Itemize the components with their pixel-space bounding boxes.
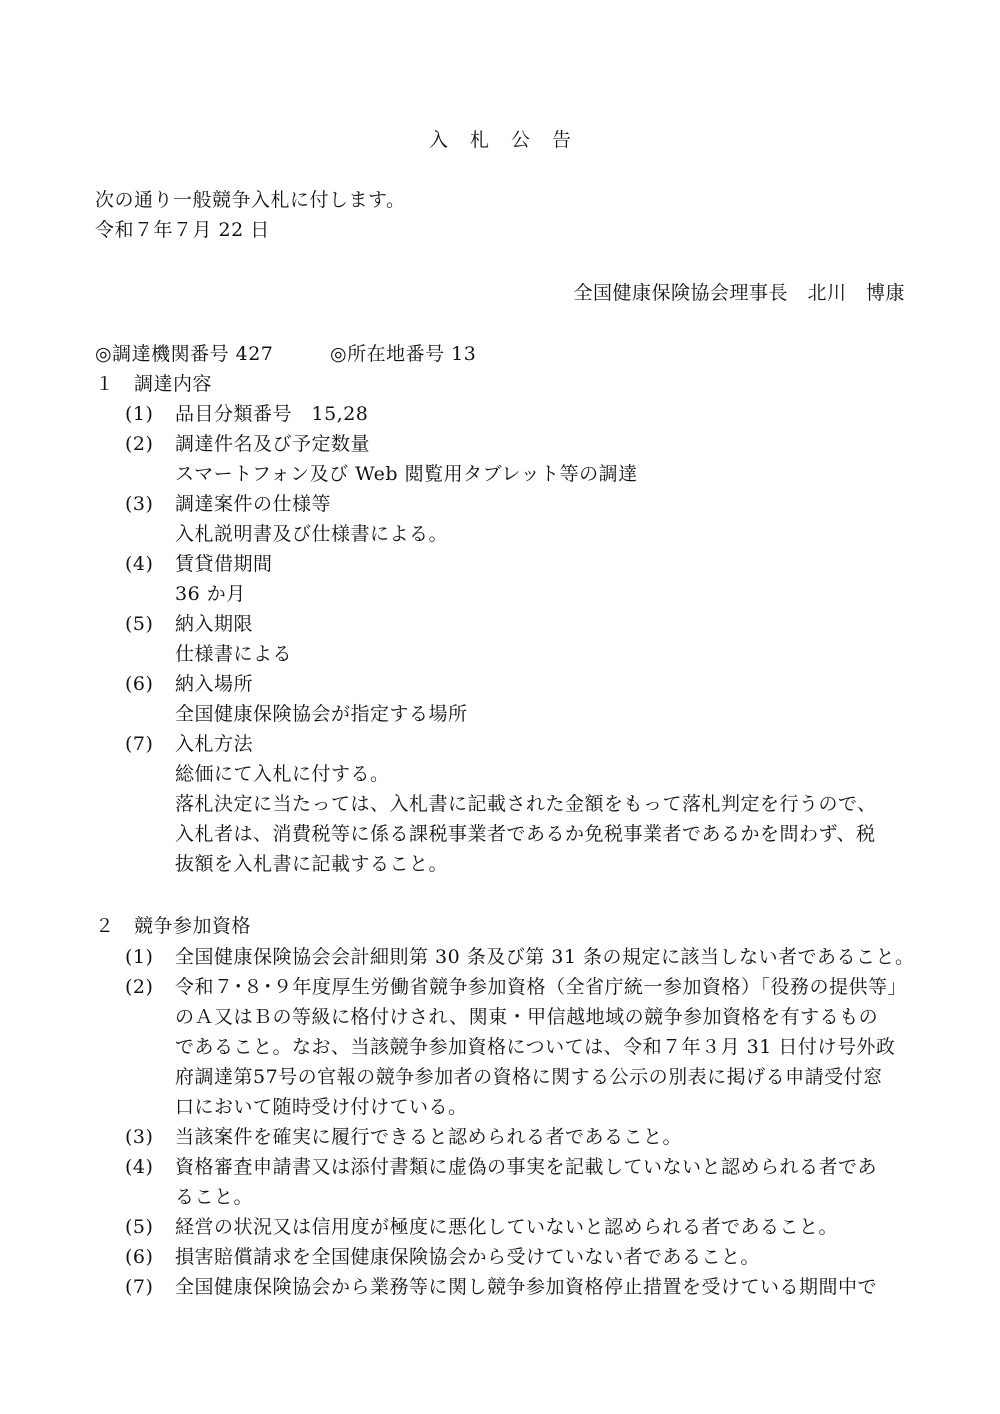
item-body-line: 入札者は、消費税等に係る課税事業者であるか免税事業者であるかを問わず、税 bbox=[175, 823, 876, 845]
item-text: 府調達第57号の官報の競争参加者の資格に関する公示の別表に掲げる申請受付窓 bbox=[175, 1066, 883, 1088]
item-body: 入札説明書及び仕様書による。 bbox=[175, 523, 449, 545]
page-title bbox=[0, 125, 1000, 155]
item-text: であること。なお、当該競争参加資格については、令和７年３月 31 日付け号外政 bbox=[175, 1036, 896, 1058]
item-number: (4) bbox=[125, 553, 154, 575]
item-body: 36 か月 bbox=[175, 583, 246, 605]
item-label: 納入期限 bbox=[175, 613, 254, 635]
item-body: 全国健康保険協会が指定する場所 bbox=[175, 703, 468, 725]
title-char: 入 bbox=[428, 129, 448, 151]
title-char: 公 bbox=[511, 129, 531, 151]
item-number: (2) bbox=[125, 976, 154, 998]
item-label: 納入場所 bbox=[175, 673, 254, 695]
intro-text: 次の通り一般競争入札に付します。 bbox=[95, 189, 406, 211]
item-text: 全国健康保険協会から業務等に関し競争参加資格停止措置を受けている期間中で bbox=[175, 1276, 878, 1298]
item-body: 総価にて入札に付する。 bbox=[175, 763, 390, 785]
item-body-line: 抜額を入札書に記載すること。 bbox=[175, 853, 449, 875]
item-body: スマートフォン及び Web 閲覧用タブレット等の調達 bbox=[175, 463, 638, 485]
item-text: のＡ又はＢの等級に格付けされ、関東・甲信越地域の競争参加資格を有するもの bbox=[175, 1006, 879, 1028]
item-text: 損害賠償請求を全国健康保険協会から受けていない者であること。 bbox=[175, 1246, 761, 1268]
item-text: 経営の状況又は信用度が極度に悪化していないと認められる者であること。 bbox=[175, 1216, 839, 1238]
item-number: (1) bbox=[125, 946, 154, 968]
item-body: 仕様書による bbox=[175, 643, 293, 665]
item-text: 令和７･８･９年度厚生労働省競争参加資格（全省庁統一参加資格）「役務の提供等」 bbox=[175, 976, 908, 998]
item-text: 全国健康保険協会会計細則第 30 条及び第 31 条の規定に該当しない者であること。 bbox=[175, 946, 915, 968]
item-label: 賃貸借期間 bbox=[175, 553, 273, 575]
item-label: 入札方法 bbox=[175, 733, 254, 755]
item-label: 品目分類番号 15,28 bbox=[175, 403, 369, 425]
item-number: (4) bbox=[125, 1156, 154, 1178]
item-label: 調達案件の仕様等 bbox=[175, 493, 332, 515]
item-number: (5) bbox=[125, 613, 154, 635]
item-text: ること。 bbox=[175, 1186, 254, 1208]
item-number: (3) bbox=[125, 493, 154, 515]
item-number: (5) bbox=[125, 1216, 154, 1238]
item-number: (6) bbox=[125, 673, 154, 695]
issuer: 全国健康保険協会理事長 北川 博康 bbox=[573, 282, 905, 304]
org-code: ◎調達機関番号 427 bbox=[95, 343, 274, 365]
title-char: 告 bbox=[552, 129, 572, 151]
item-number: (7) bbox=[125, 1276, 154, 1298]
location-code: ◎所在地番号 13 bbox=[330, 343, 477, 365]
section1-heading: １ 調達内容 bbox=[95, 373, 213, 395]
item-number: (2) bbox=[125, 433, 154, 455]
title-char: 札 bbox=[469, 129, 489, 151]
section2-heading: ２ 競争参加資格 bbox=[95, 915, 252, 937]
item-number: (1) bbox=[125, 403, 154, 425]
item-number: (7) bbox=[125, 733, 154, 755]
item-text: 口において随時受け付けている。 bbox=[175, 1096, 468, 1118]
notice-date: 令和７年７月 22 日 bbox=[95, 219, 270, 241]
item-number: (6) bbox=[125, 1246, 154, 1268]
item-body-line: 落札決定に当たっては、入札書に記載された金額をもって落札判定を行うので、 bbox=[175, 793, 877, 815]
item-text: 当該案件を確実に履行できると認められる者であること。 bbox=[175, 1126, 683, 1148]
item-number: (3) bbox=[125, 1126, 154, 1148]
item-text: 資格審査申請書又は添付書類に虚偽の事実を記載していないと認められる者であ bbox=[175, 1156, 878, 1178]
item-label: 調達件名及び予定数量 bbox=[175, 433, 371, 455]
